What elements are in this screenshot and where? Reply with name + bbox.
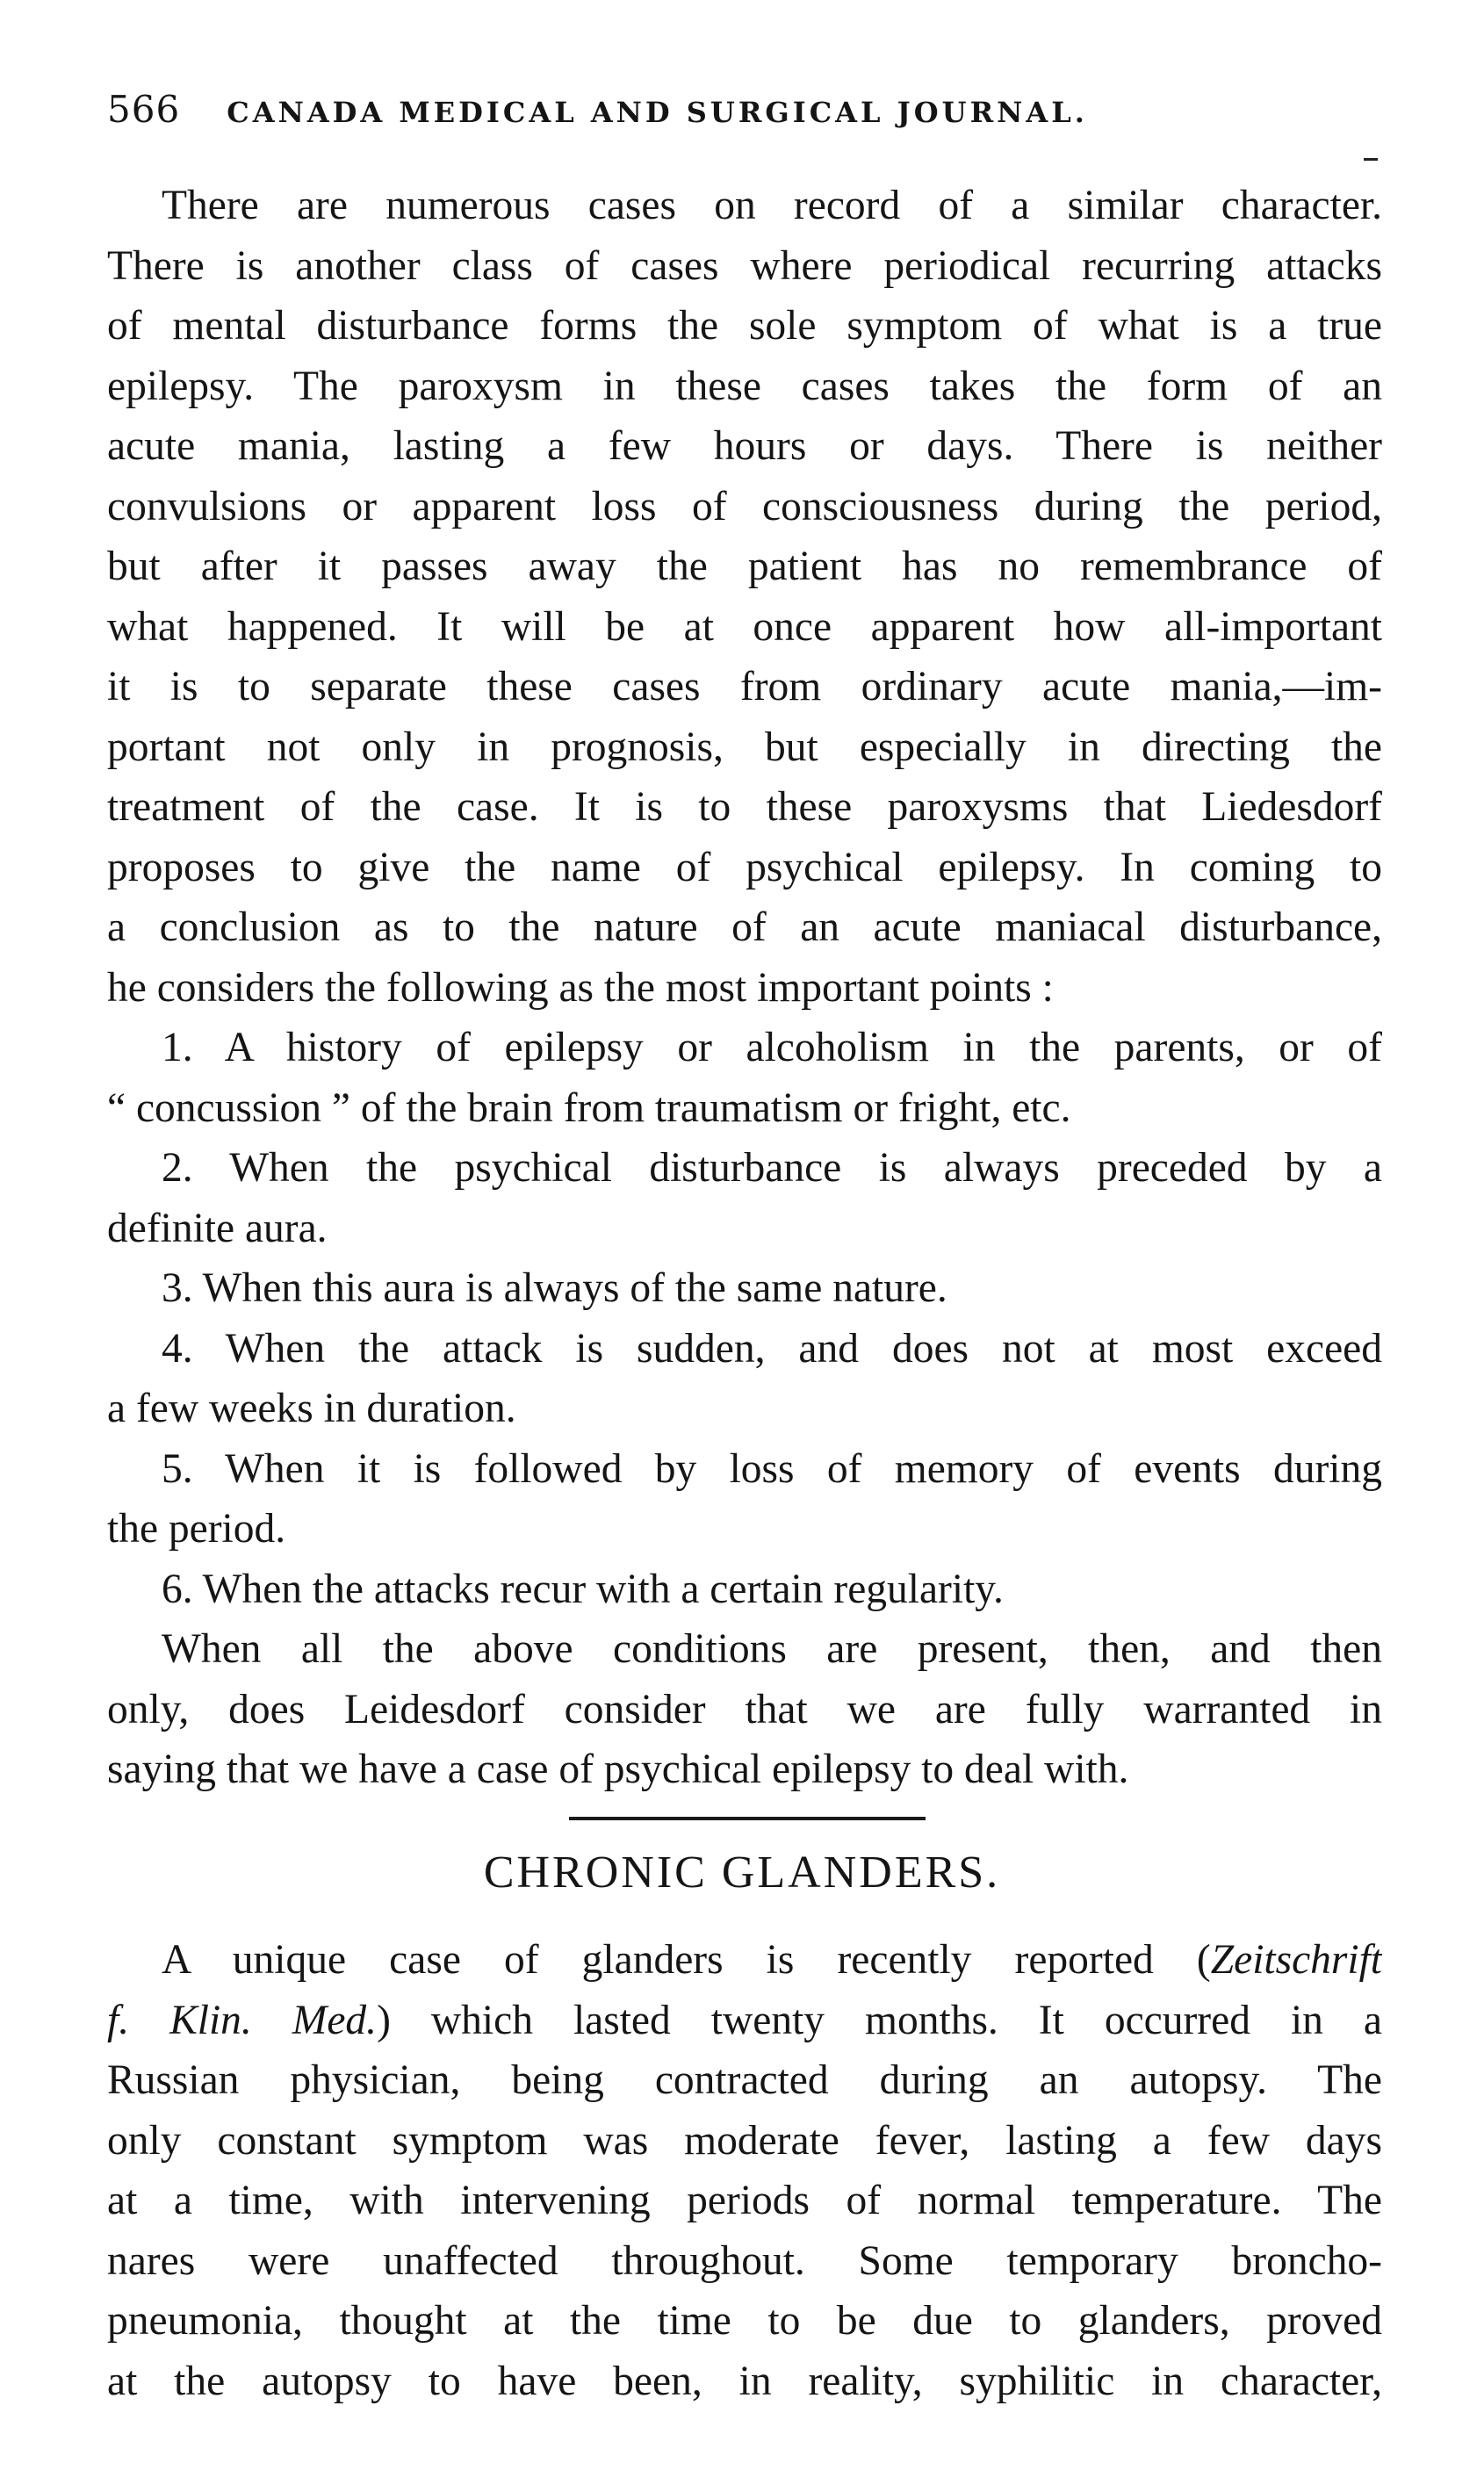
point-6: 6. When the attacks recur with a certain regularity. [162, 1566, 1004, 1612]
text-line: what happened. It will be at once apparent how all-important [107, 603, 1382, 650]
conclusion-line: When all the above conditions are present, then, and then [162, 1626, 1382, 1672]
paragraph-chronic-glanders [107, 1930, 1382, 2411]
conclusion-line: saying that we have a case of psychical epilepsy to deal with. [107, 1747, 1129, 1792]
point-3: 3. When this aura is always of the same nature. [162, 1265, 947, 1311]
journal-reference: Zeitschrift [1210, 1937, 1382, 1983]
point-4-line-1: 4. When the attack is sudden, and does not at most exceed [162, 1325, 1382, 1372]
journal-reference: f. Klin. Med. [107, 1997, 378, 2043]
text-line: acute mania, lasting a few hours or days. There is neither [107, 423, 1382, 469]
text-fragment: ) which lasted twenty months. It occurred in a [377, 1997, 1382, 2043]
text-line: treatment of the case. It is to these paroxysms that Liedesdorf [107, 784, 1382, 830]
point-4-line-2: a few weeks in duration. [107, 1386, 516, 1431]
text-line: Russian physician, being contracted during an autopsy. The [107, 2057, 1382, 2103]
header-mark [1364, 158, 1378, 161]
conclusion-line: only, does Leidesdorf consider that we are fully warranted in [107, 1686, 1382, 1732]
point-1-line-2: “ concussion ” of the brain from traumatism or fright, etc. [107, 1084, 1071, 1131]
text-line: There are numerous cases on record of a similar character. [162, 183, 1382, 228]
text-line: at the autopsy to have been, in reality, syphilitic in character, [107, 2358, 1382, 2404]
section-heading: CHRONIC GLANDERS. [483, 1848, 1001, 1898]
text-line [107, 1930, 1382, 1991]
text-line: at a time, with intervening periods of normal temperature. The [107, 2178, 1382, 2223]
text-line: nares were unaffected throughout. Some temporary broncho- [107, 2237, 1382, 2284]
text-line: of mental disturbance forms the sole symptom of what is a true [107, 303, 1382, 349]
running-head [107, 79, 1372, 140]
text-line: only constant symptom was moderate fever, lasting a few days [107, 2117, 1382, 2164]
text-line: a conclusion as to the nature of an acute maniacal disturbance, [107, 904, 1382, 950]
point-2-line-2: definite aura. [107, 1205, 328, 1251]
text-line: it is to separate these cases from ordinary acute mania,—im- [107, 664, 1382, 709]
point-1-line-1: 1. A history of epilepsy or alcoholism in the parents, or of [162, 1025, 1382, 1070]
point-5-line-1: 5. When it is followed by loss of memory of events during [162, 1445, 1382, 1492]
paragraph-psychical-epilepsy [107, 176, 1382, 1800]
text-line: but after it passes away the patient has no remembrance of [107, 544, 1382, 589]
text-line: proposes to give the name of psychical epilepsy. In coming to [107, 844, 1382, 890]
text-line [107, 1991, 1382, 2051]
text-fragment: A unique case of glanders is recently reported ( [162, 1937, 1211, 1983]
page-number: 566 [107, 88, 181, 131]
text-line: convulsions or apparent loss of consciousness during the period, [107, 483, 1382, 529]
point-5-line-2: the period. [107, 1506, 286, 1552]
text-line: epilepsy. The paroxysm in these cases takes the form of an [107, 363, 1382, 409]
text-line: There is another class of cases where periodical recurring attacks [107, 242, 1382, 289]
text-line: pneumonia, thought at the time to be due to glanders, proved [107, 2298, 1382, 2344]
section-divider [569, 1817, 926, 1820]
journal-title: CANADA MEDICAL AND SURGICAL JOURNAL. [227, 96, 1088, 129]
point-2-line-1: 2. When the psychical disturbance is always preceded by a [162, 1145, 1382, 1191]
text-line: portant not only in prognosis, but especially in directing the [107, 724, 1382, 770]
text-line: he considers the following as the most important points : [107, 964, 1054, 1011]
